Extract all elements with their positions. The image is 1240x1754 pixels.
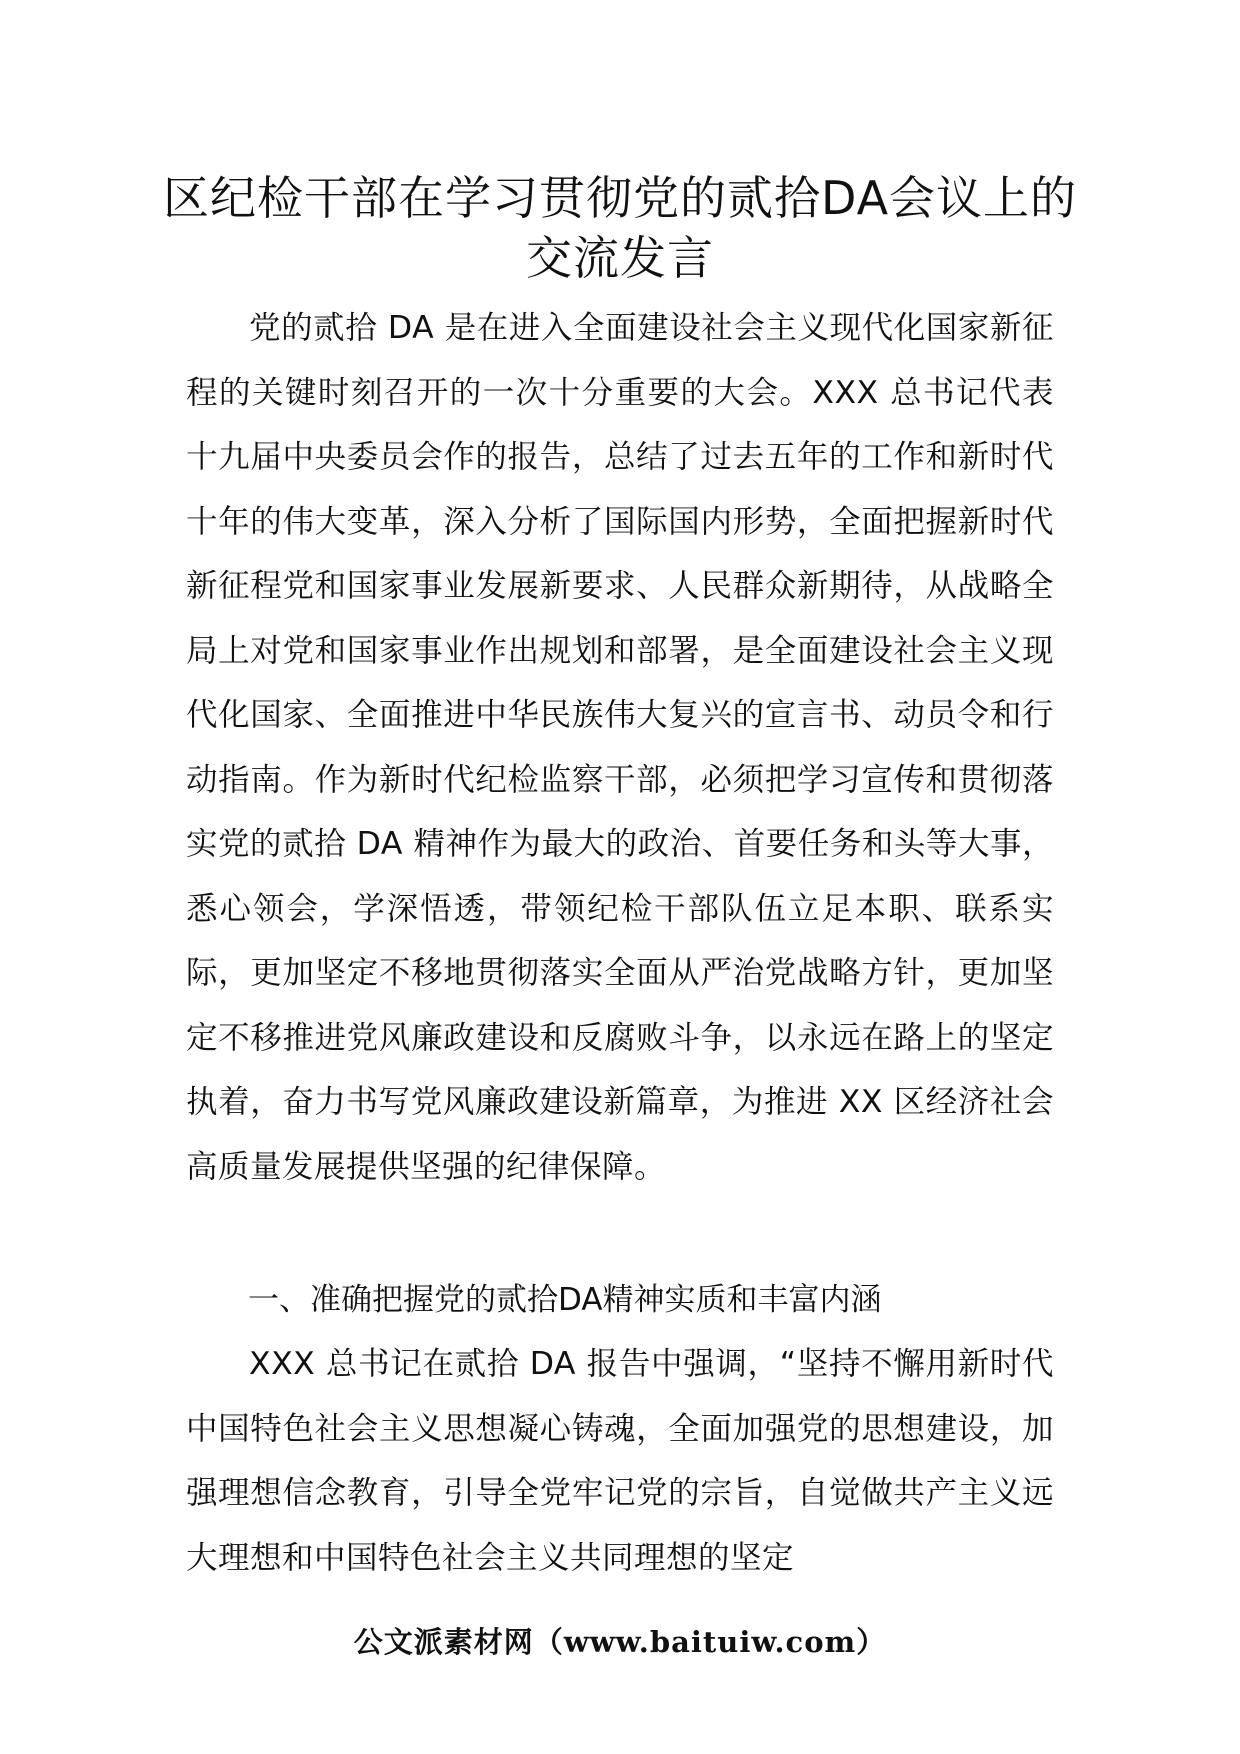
document-title: 区纪检干部在学习贯彻党的贰拾DA会议上的交流发言 xyxy=(162,171,1078,285)
paragraph-intro: 党的贰拾 DA 是在进入全面建设社会主义现代化国家新征程的关键时刻召开的一次十分重要的大会。XXX 总书记代表十九届中央委员会作的报告，总结了过去五年的工作和新时代十年的伟大变革，深入分析了国际国内形势，全面把握新时代新征程党和国家事业发展新要求、人民群众新期待，从战略全局上对党和国家事业作出规划和部署，是全面建设社会主义现代化国家、全面推进中华民族伟大复兴的宣言书、动员令和行动指南。作为新时代纪检监察干部，必须把学习宣传和贯彻落实党的贰拾 DA 精神作为最大的政治、首要任务和头等大事，悉心领会，学深悟透，带领纪检干部队伍立足本职、联系实际，更加坚定不移地贯彻落实全面从严治党战略方针，更加坚定不移推进党风廉政建设和反腐败斗争，以永远在路上的坚定执着，奋力书写党风廉政建设新篇章，为推进 XX 区经济社会高质量发展提供坚强的纪律保障。 xyxy=(186,310,1054,1185)
footer-watermark: 公文派素材网（www.baituiw.com） xyxy=(353,1625,887,1659)
paragraph-section-1: XXX 总书记在贰拾 DA 报告中强调，“坚持不懈用新时代中国特色社会主义思想凝心铸魂，全面加强党的思想建设，加强理想信念教育，引导全党牢记党的宗旨，自觉做共产主义远大理想和中国特色社会主义共同理想的坚定 xyxy=(186,1346,1054,1576)
section-heading: 一、准确把握党的贰拾DA精神实质和丰富内涵 xyxy=(248,1282,882,1318)
